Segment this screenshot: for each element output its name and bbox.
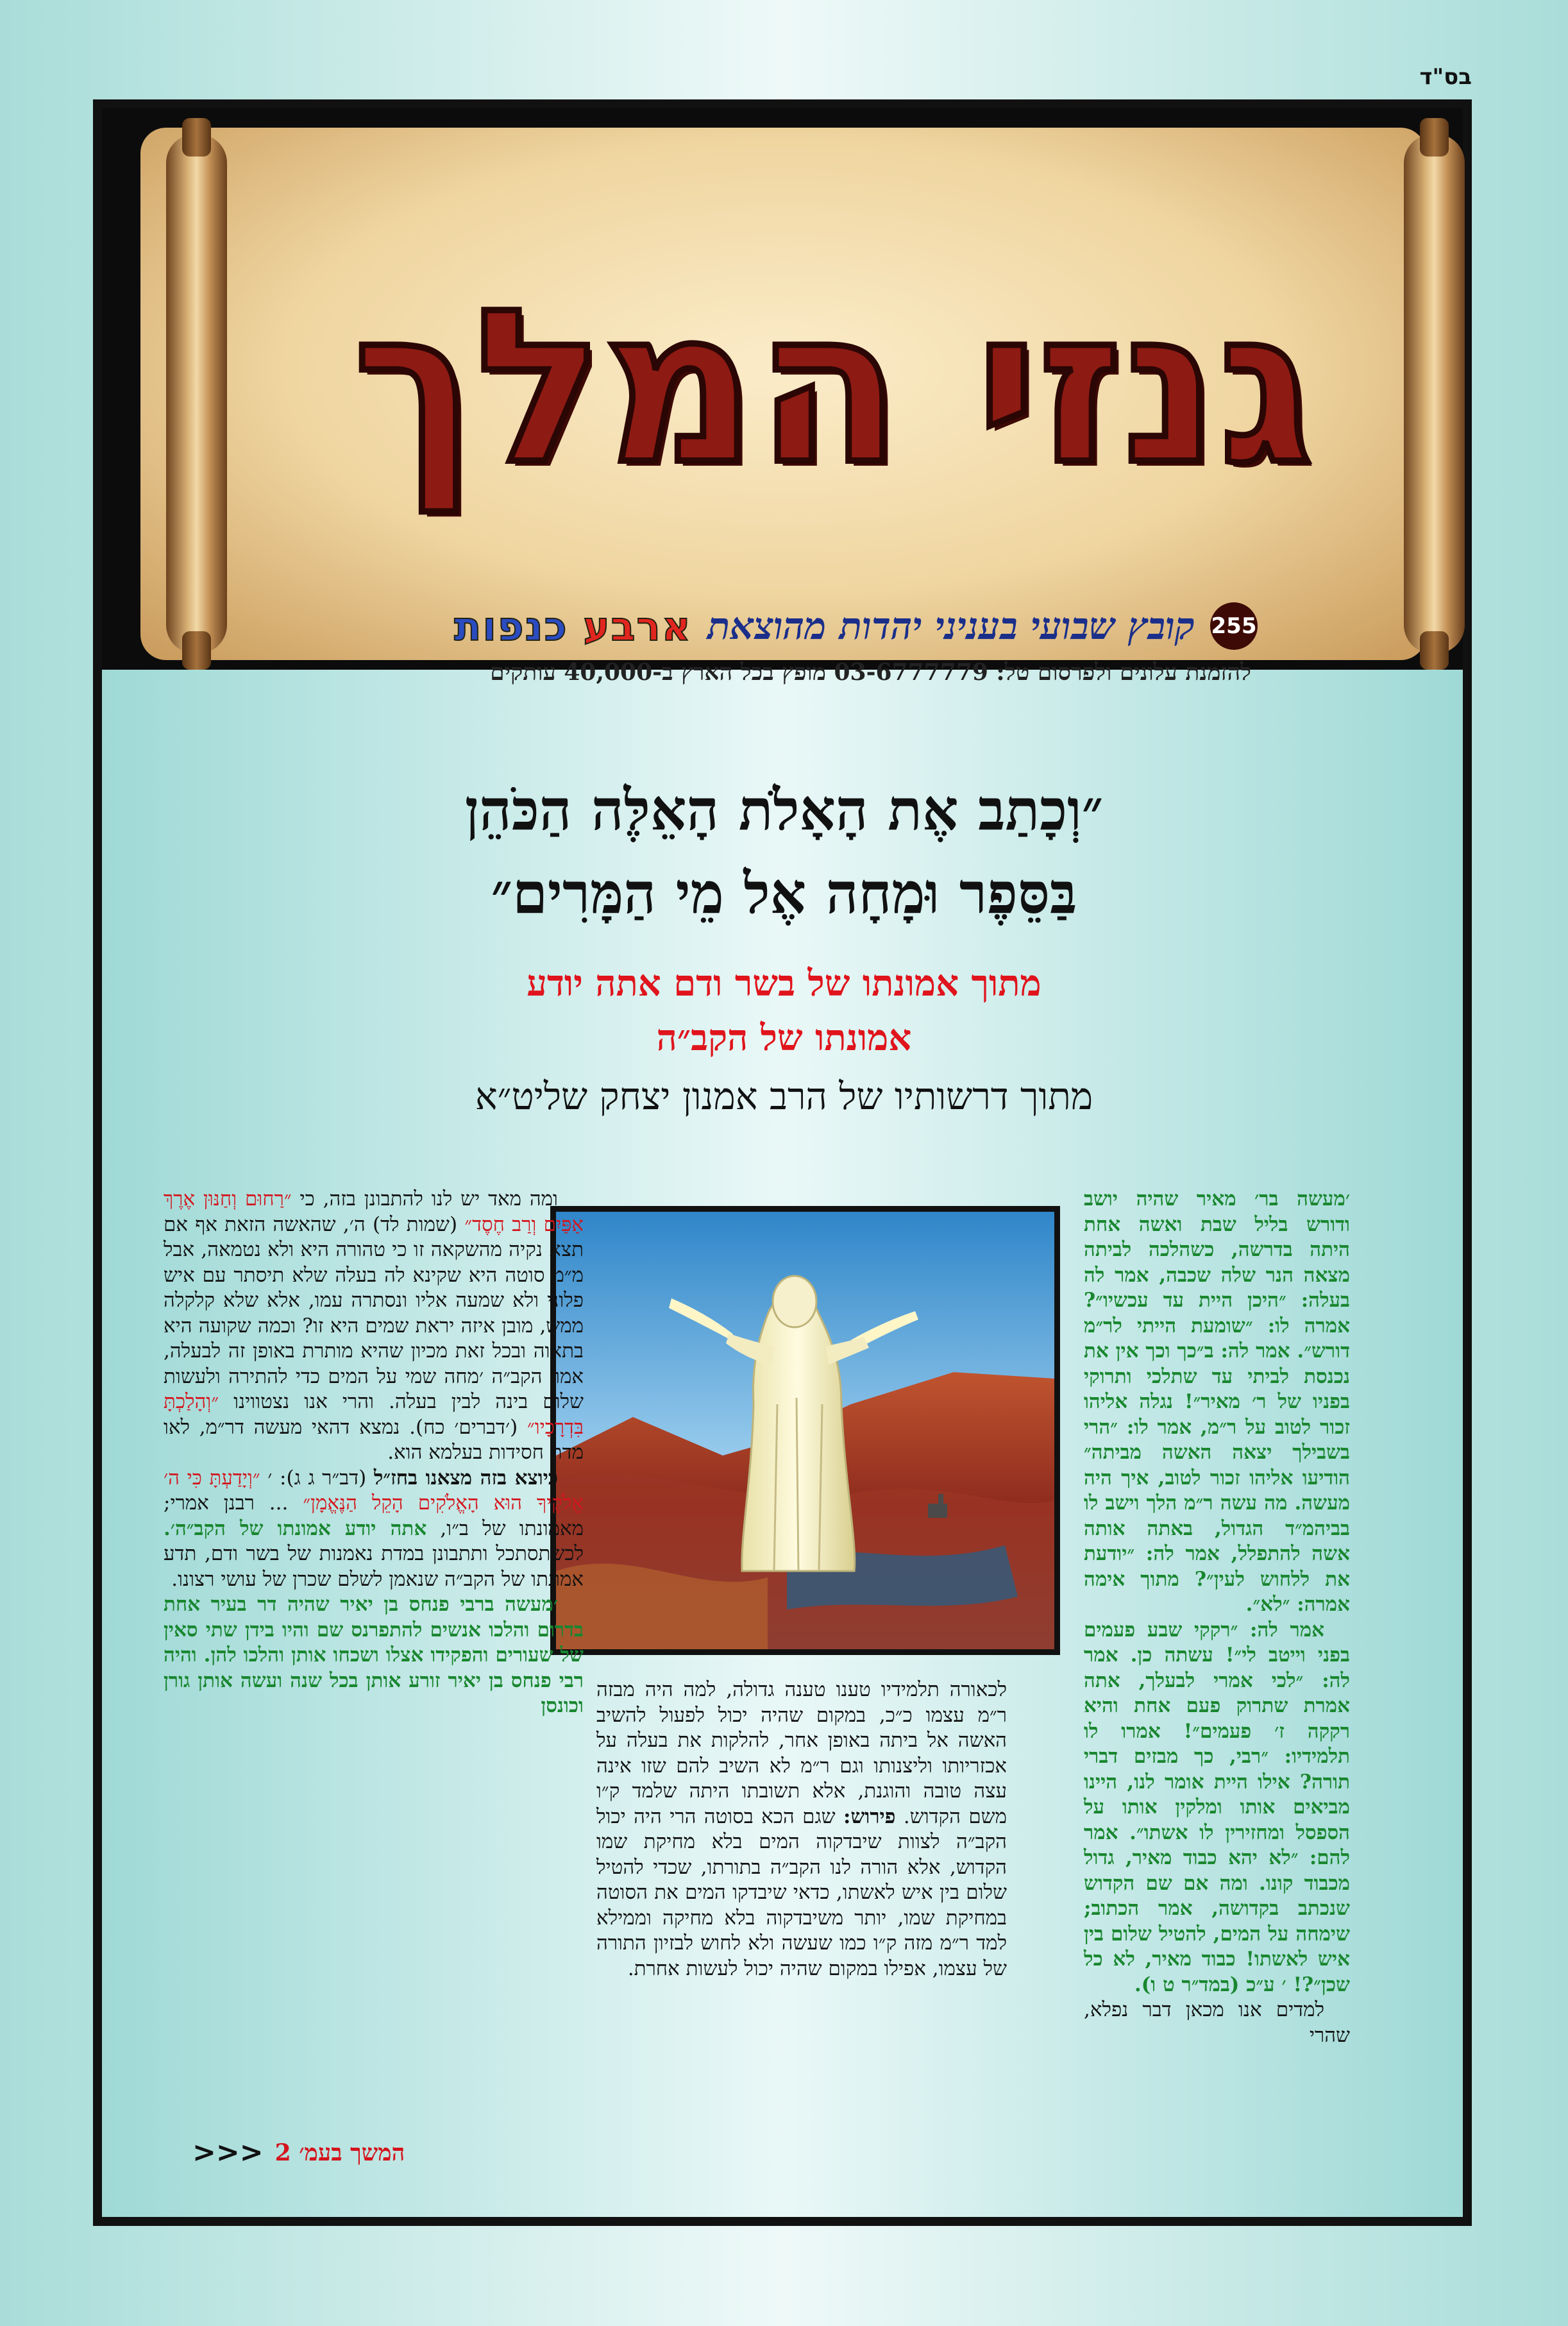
p2-bold-lead: כיוצא בזה מצאנו בחז״ל <box>373 1466 558 1490</box>
p1-verse-2: ״וְהָלַכְתָּ בִּדְרָכָיו״ <box>164 1390 584 1439</box>
question-paragraph <box>596 1677 1007 1982</box>
masthead-title: גנזי המלך <box>353 264 1313 511</box>
explanation-label: פירוש: <box>843 1804 896 1828</box>
continued-label: המשך בעמ׳ 2 <box>274 2139 405 2166</box>
p2-text-1: (דב״ר ג ג): ׳ <box>267 1466 367 1490</box>
story-paragraph-2: אמר לה: ״רקקי שבע פעמים בפני וייטב לי״! עשתה כן. אמר לה: ״לכי אמרי לבעלך, אתה אמרת שתרוק פעם אחת והיא רקקה ז׳ פעמים״! אמרו לו תלמידיו: ״רבי, כך מבזים דברי תורה? אילו היית אומר לנו, היינו מביאים אותו ומלקין אותו על הספסל ומחזירין לו אשתו״. אמר להם: ״לא יהא כבוד מאיר, גדול מכבוד קונו. ומה אם שם הקדוש שנכתב בקדושה, אמר הכתוב; שימחה על המים, להטיל שלום בין איש לאשתו! כבוד מאיר, לא כל שכן״?! ׳ ע״כ (במד״ר ט ו). <box>1084 1618 1350 1996</box>
p2-text-3: לכשתסתכל ותתבונן במדת נאמנות של בשר ודם, תדע אמונתו של הקב״ה שנאמן לשלם שכרן של עושי רצונו. <box>164 1542 584 1591</box>
issue-number-badge: 255 <box>1210 602 1258 650</box>
corner-tag: בס"ד <box>1419 64 1472 90</box>
p2-green-phrase: אתה יודע אמונתו של הקב״ה׳. <box>164 1516 427 1540</box>
paragraph-chazal <box>164 1466 584 1593</box>
masthead-subtitle: קובץ שבועי בעניני יהדות מהוצאת <box>707 604 1195 648</box>
masthead <box>102 108 1463 686</box>
p2-text-2: ... רבנן אמרי; מאמונתו של ב״ו, <box>164 1491 584 1540</box>
p2-verse: ״וְיָדַעְתָּ כִּי ה׳ אֱלֹקֶיךָ הוּא הָאֱלֹקִים הָקֵל הַנֶּאֱמָן״ <box>164 1466 584 1515</box>
masthead-subtitle-row <box>454 602 1258 650</box>
scroll-roll-left <box>166 134 227 654</box>
subheadline-red-2: אמונתו של הקב״ה <box>656 1017 912 1059</box>
headline-line-2: בַּסֵּפֶר וּמָחָה אֶל מֵי הַמָּרִים״ <box>491 860 1077 926</box>
paragraph-pinchas-story <box>164 1592 584 1719</box>
lesson-paragraph: למדים אנו מכאן דבר נפלא, שהרי <box>1084 1998 1350 2047</box>
publisher-logo <box>454 603 692 650</box>
illustration-praying-figure <box>550 1206 1060 1655</box>
byline: מתוך דרשותיו של הרב אמנון יצחק שליט״א <box>475 1074 1093 1118</box>
article-column-middle <box>596 1677 1007 1982</box>
p3-story: ׳מעשה ברבי פנחס בן יאיר שהיה דר בעיר אחת בדרום והלכו אנשים להתפרנס שם והיו בידן שתי סאין של שעורים והפקידו אצלו ושכחו אותן והלכו להן. והיה רבי פנחס בן יאיר זורע אותן בכל שנה ועשה אותן גורן וכונסן <box>164 1593 584 1717</box>
continued-arrows-icon: <<< <box>192 2136 264 2169</box>
continued-on-page <box>192 2136 405 2169</box>
logo-word-2: כנפות <box>454 602 568 650</box>
logo-word-1: ארבע <box>583 602 692 650</box>
scroll-roll-right <box>1404 134 1465 654</box>
article-column-left <box>164 1187 584 1719</box>
explanation-text: שגם הכא בסוטה הרי היה יכול הקב״ה לצוות שיבדקוה המים בלא מחיקת שמו הקדוש, אלא הורה לנו הקב״ה בתורתו, שכדי להטיל שלום בין איש לאשתו, כדאי שיבדקו המים את הסוטה במחיקת שמו, יותר משיבדקוה בלא מחיקה וממילא למד ר״מ מזה ק״ו כמו שעשה ולא לחוש לבזיון התורה של עצמו, אפילו במקום שהיה יכול לעשות אחרת. <box>596 1804 1007 1980</box>
story-paragraph-1: ׳מעשה בר׳ מאיר שהיה יושב ודורש בליל שבת ואשה אחת היתה בדרשה, כשהלכה לביתה מצאה הנר שלה שכבה, אמר לה בעלה: ״היכן היית עד עכשיו״? אמרה לו: ״שומעת הייתי לר״מ דורש״. אמר לה: ב״כך וכך אין את נכנסת לביתי עד שתלכי ותרוקי בפניו של ר׳ מאיר״! נגלה אליהו זכור לטוב על ר״מ, אמר לו: ״הרי בשבילך יצאה האשה מביתה״ הודיעו אליהו זכור לטוב, איך היה מעשה. מה עשה ר״מ הלך וישב לו בביהמ״ד הגדול, באתה אותה אשה להתפלל, אמר לה: ״יודעת את ללחוש לעין״? מתוך אימה אמרה: ״לא״. <box>1084 1187 1350 1616</box>
p1-text-2: (שמות לד) ה׳, שהאשה הזאת אף אם תצא נקיה מהשקאה זו כי טהורה היא ולא נטמאה, אבל מ״מ סוטה היא שקינא לה בעלה שלא תיסתר עם איש פלוני ולא שמעה אליו ונסתרה עמו, אלא שלא קלקלה ממש, מובן איזה יראת שמים היא זו? וכמה שקועה היא בתאוה ובכל זאת מכיון שהיא מותרת באופן זה לבעלה, אמר הקב״ה ׳מחה שמי על המים כדי להתירה ולעשות שלום בינה לבין בעלה. והרי אנו נצטווינו <box>164 1212 584 1413</box>
contact-line: להזמנת עלונים ולפרסום טל: 03-6777779 מופץ בכל הארץ ב-40,000 עותקים <box>490 659 1251 686</box>
p1-text-3: (׳דברים׳ כח). נמצא דהאי מעשה דר״מ, לאו מדת חסידות בעלמא הוא. <box>164 1415 584 1464</box>
article-column-right <box>1084 1187 1350 2048</box>
p1-text-1: ומה מאד יש לנו להתבונן בזה, כי <box>299 1187 558 1210</box>
illustration-svg <box>556 1212 1054 1649</box>
paragraph-rachum <box>164 1187 584 1466</box>
question-text: לכאורה תלמידיו טענו טענה גדולה, למה היה מבזה ר״מ עצמו כ״כ, במקום שהיה יכול לפעול להשיב האשה אל ביתה באופן אחר, להלקות את בעלה על אכזריותו וליצנותו וגם ר״מ לא השיב להם שזו אינה עצה טובה והוגנת, אלא תשובתו היתה שלמד ק״ו משם הקדוש. <box>596 1678 1007 1828</box>
p1-verse-1: ״רַחוּם וְחַנּוּן אֶרֶךְ אַפַּיִם וְרַב חֶסֶד״ <box>164 1187 584 1236</box>
headline-line-1: ״וְכָתַב אֶת הָאָלֹת הָאֵלֶּה הַכֹּהֵן <box>464 776 1104 843</box>
subheadline-red-1: מתוך אמונתו של בשר ודם אתה יודע <box>527 962 1041 1005</box>
